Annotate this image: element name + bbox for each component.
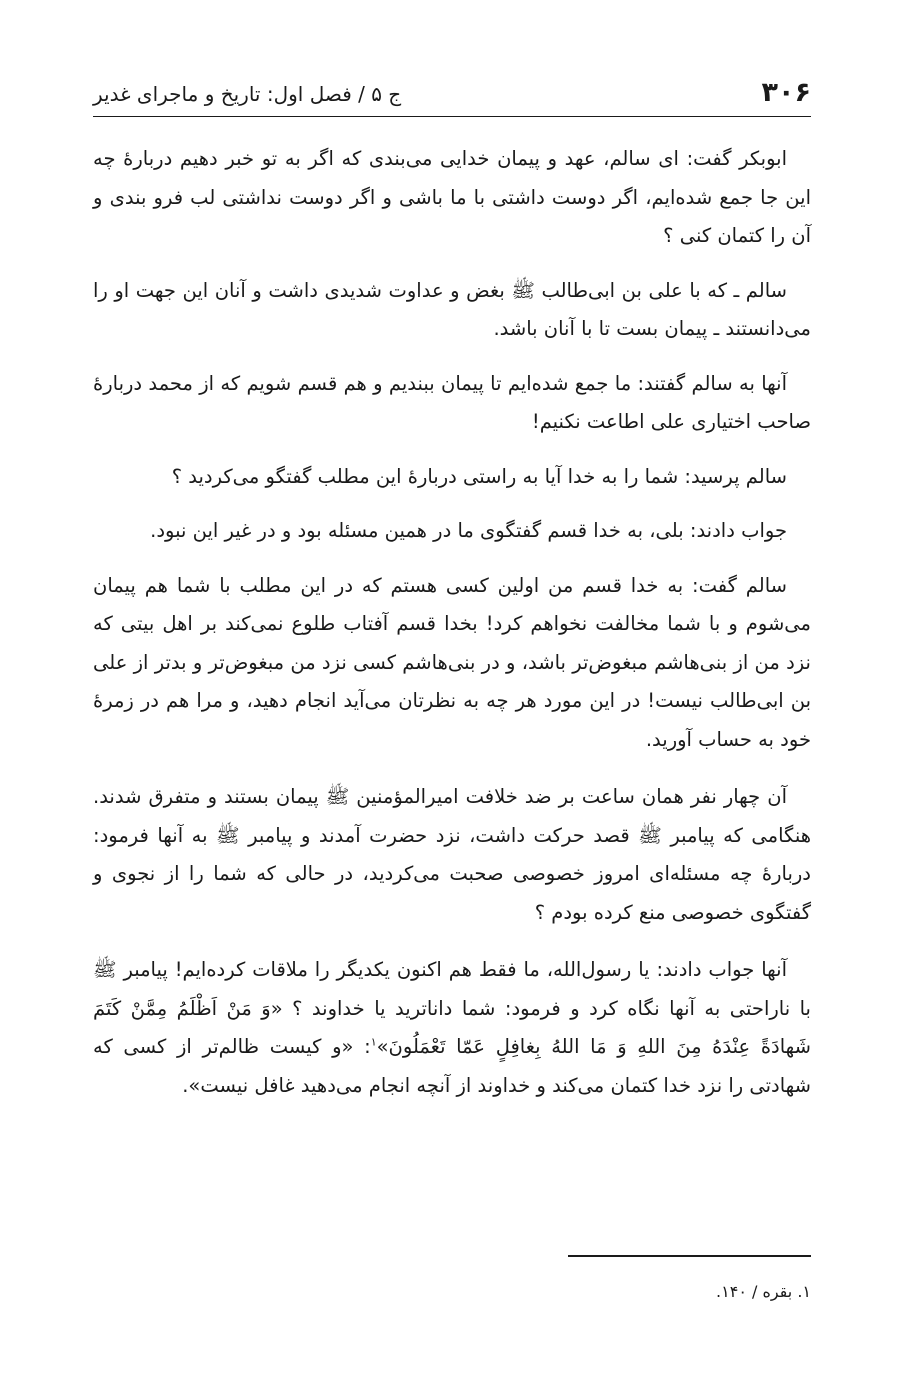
paragraph-8 xyxy=(93,951,811,1105)
paragraph-5: جواب دادند: بلی، به خدا قسم گفتگوی ما در همین مسئله بود و در غیر این نبود. xyxy=(150,519,787,542)
paragraph-8-text-after: : «و کیست ظالم‌تر از کسی که شهادتی را نزد خدا کتمان می‌کند و خداوند از آنچه انجام می‌دهید غافل نیست». xyxy=(93,1035,811,1097)
footnote-divider xyxy=(568,1255,811,1257)
footnote-reference[interactable]: ۱ xyxy=(370,1035,377,1049)
paragraph-2: سالم ـ که با علی بن ابی‌طالب ﷺ بغض و عداوت شدیدی داشت و آنان این جهت او را می‌دانستند ـ پیمان بست تا با آنان باشد. xyxy=(93,278,811,340)
paragraph-8-text-before: آنها جواب دادند: یا رسول‌الله، ما فقط هم اکنون یکدیگر را ملاقات کرده‌ایم! پیامبر ﷺ با ناراحتی به آنها نگاه کرد و فرمود: شما داناترید یا خداوند ؟ «وَ مَنْ اَظْلَمُ مِمَّنْ کَتَمَ شَهادَةً عِنْدَهُ مِنَ اللهِ وَ مَا اللهُ بِغافِلٍ عَمّا تَعْمَلُونَ» xyxy=(93,958,811,1058)
paragraph-1: ابوبکر گفت: ای سالم، عهد و پیمان خدایی می‌بندی که اگر به تو خبر دهیم دربارهٔ چه این جا جمع شده‌ایم، اگر دوست داشتی با ما باشی و اگر دوست نداشتی لب فرو بندی و آن را کتمان کنی ؟ xyxy=(93,147,811,247)
page-number: ۳۰۶ xyxy=(761,77,811,108)
page-header xyxy=(93,64,811,117)
paragraph-4: سالم پرسید: شما را به خدا آیا به راستی دربارهٔ این مطلب گفتگو می‌کردید ؟ xyxy=(171,464,787,488)
page-body xyxy=(93,140,811,1121)
paragraph-3: آنها به سالم گفتند: ما جمع شده‌ایم تا پیمان ببندیم و هم قسم شویم که از محمد دربارهٔ صاحب اختیاری علی اطاعت نکنیم! xyxy=(93,371,811,433)
footnote: ۱. بقره / ۱۴۰. xyxy=(716,1282,811,1301)
paragraph-6: سالم گفت: به خدا قسم من اولین کسی هستم که در این مطلب با شما هم پیمان می‌شوم و با شما مخالفت نخواهم کرد! بخدا قسم آفتاب طلوع نمی‌کند بر اهل بیتی که نزد من از بنی‌هاشم مبغوض‌تر باشد، و در بنی‌هاشم کسی نزد من مبغوض‌تر و بدتر از علی بن ابی‌طالب نیست! در این مورد هر چه به نظرتان می‌آید انجام دهید، و مرا هم در زمرهٔ خود به حساب آورید. xyxy=(93,573,811,751)
running-head: ج ۵ / فصل اول: تاریخ و ماجرای غدیر xyxy=(93,82,402,106)
book-page xyxy=(93,0,811,1390)
paragraph-7: آن چهار نفر همان ساعت بر ضد خلافت امیرالمؤمنین ﷺ پیمان بستند و متفرق شدند. هنگامی که پیامبر ﷺ قصد حرکت داشت، نزد حضرت آمدند و پیامبر ﷺ به آنها فرمود: دربارهٔ چه مسئله‌ای امروز خصوصی صحبت می‌کردید، در حالی که شما را از نجوی و گفتگوی خصوصی منع کرده بودم ؟ xyxy=(93,785,811,924)
